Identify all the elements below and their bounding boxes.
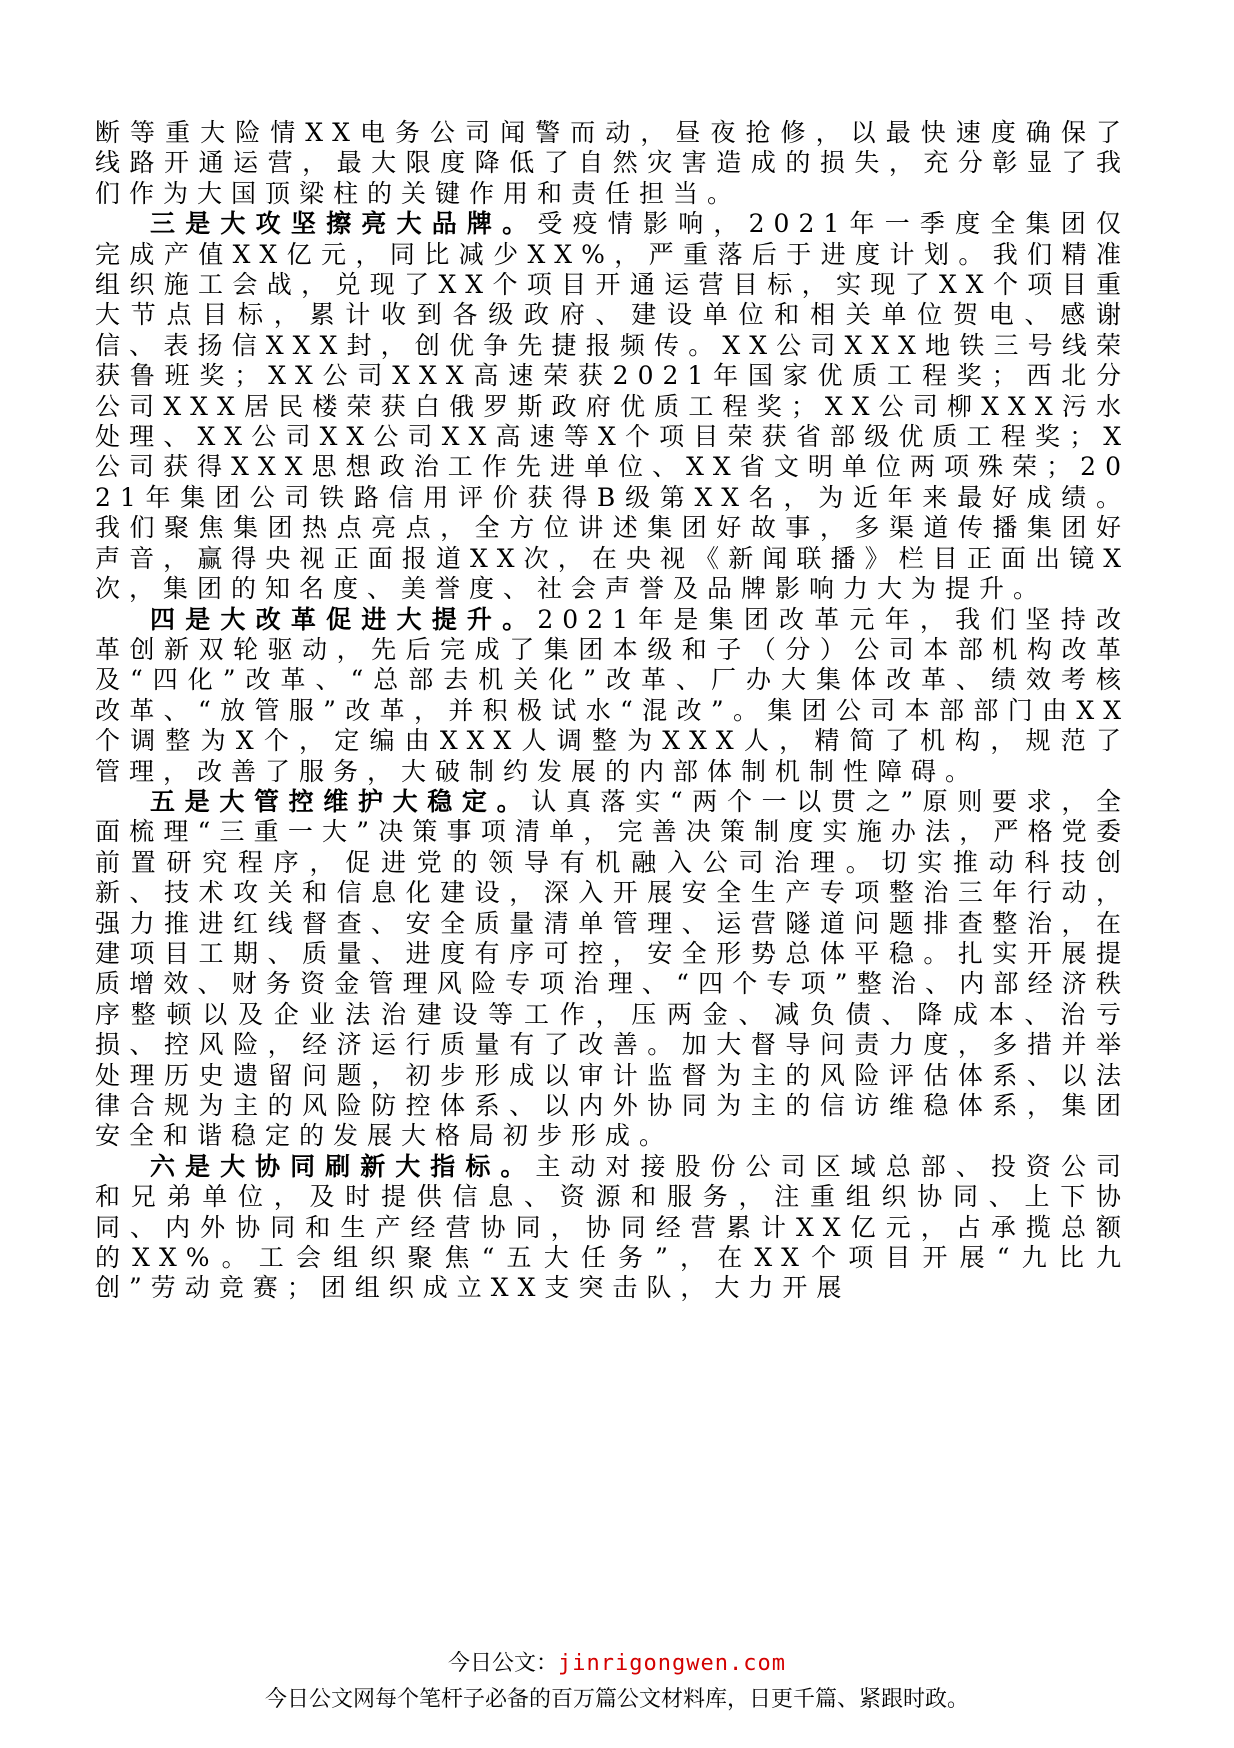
- paragraph-3: [95, 605, 1130, 787]
- paragraph-5: [95, 1152, 1130, 1304]
- paragraph-4-text: 认真落实“两个一以贯之”原则要求，全面梳理“三重一大”决策事项清单，完善决策制度实施办法，严格党委前置研究程序，促进党的领导有机融入公司治理。切实推动科技创新、技术攻关和信息化建设，深入开展安全生产专项整治三年行动，强力推进红线督查、安全质量清单管理、运营隧道问题排查整治，在建项目工期、质量、进度有序可控，安全形势总体平稳。扎实开展提质增效、财务资金管理风险专项治理、“四个专项”整治、内部经济秩序整顿以及企业法治建设等工作，压两金、减负债、降成本、治亏损、控风险，经济运行质量有了改善。加大督导问责力度，多措并举处理历史遗留问题，初步形成以审计监督为主的风险评估体系、以法律合规为主的风险防控体系、以内外协同为主的信访维稳体系，集团安全和谐稳定的发展大格局初步形成。: [95, 786, 1130, 1151]
- footer-label: 今日公文：: [448, 1651, 559, 1676]
- body-text: [95, 118, 1130, 1304]
- paragraph-5-lead: 六是大协同刷新大指标。: [150, 1151, 536, 1181]
- paragraph-3-text: 2021年是集团改革元年，我们坚持改革创新双轮驱动，先后完成了集团本级和子（分）公司本部机构改革及“四化”改革、“总部去机关化”改革、厂办大集体改革、绩效考核改革、“放管服”改革，并积极试水“混改”。集团公司本部部门由XX个调整为X个，定编由XXX人调整为XXX人，精简了机构，规范了管理，改善了服务，大破制约发展的内部体制机制性障碍。: [95, 604, 1130, 786]
- paragraph-1: [95, 118, 1130, 209]
- paragraph-2-lead: 三是大攻坚擦亮大品牌。: [150, 209, 538, 239]
- footer-source-line: [0, 1650, 1234, 1678]
- paragraph-1-text: 断等重大险情XX电务公司闻警而动，昼夜抢修，以最快速度确保了线路开通运营，最大限度降低了自然灾害造成的损失，充分彰显了我们作为大国顶梁柱的关键作用和责任担当。: [95, 118, 1130, 208]
- paragraph-2-text: 受疫情影响，2021年一季度全集团仅完成产值XX亿元，同比减少XX%，严重落后于进度计划。我们精准组织施工会战，兑现了XX个项目开通运营目标，实现了XX个项目重大节点目标，累计收到各级政府、建设单位和相关单位贺电、感谢信、表扬信XXX封，创优争先捷报频传。XX公司XXX地铁三号线荣获鲁班奖；XX公司XXX高速荣获2021年国家优质工程奖；西北分公司XXX居民楼荣获白俄罗斯政府优质工程奖；XX公司柳XXX污水处理、XX公司XX公司XX高速等X个项目荣获省部级优质工程奖；X公司获得XXX思想政治工作先进单位、XX省文明单位两项殊荣；2021年集团公司铁路信用评价获得B级第XX名，为近年来最好成绩。我们聚焦集团热点亮点，全方位讲述集团好故事，多渠道传播集团好声音，赢得央视正面报道XX次，在央视《新闻联播》栏目正面出镜X次，集团的知名度、美誉度、社会声誉及品牌影响力大为提升。: [95, 209, 1130, 604]
- paragraph-4: [95, 787, 1130, 1152]
- footer-slogan: 今日公文网每个笔杆子必备的百万篇公文材料库，日更千篇、紧跟时政。: [264, 1687, 969, 1712]
- paragraph-2: [95, 209, 1130, 604]
- paragraph-3-lead: 四是大改革促进大提升。: [150, 604, 538, 634]
- paragraph-5-text: 主动对接股份公司区域总部、投资公司和兄弟单位，及时提供信息、资源和服务，注重组织协同、上下协同、内外协同和生产经营协同，协同经营累计XX亿元，占承揽总额的XX%。工会组织聚焦“五大任务”，在XX个项目开展“九比九创”劳动竞赛；团组织成立XX支突击队，大力开展: [95, 1151, 1130, 1303]
- footer-site-link[interactable]: jinrigongwen.com: [558, 1651, 786, 1676]
- paragraph-4-lead: 五是大管控维护大稳定。: [150, 786, 532, 816]
